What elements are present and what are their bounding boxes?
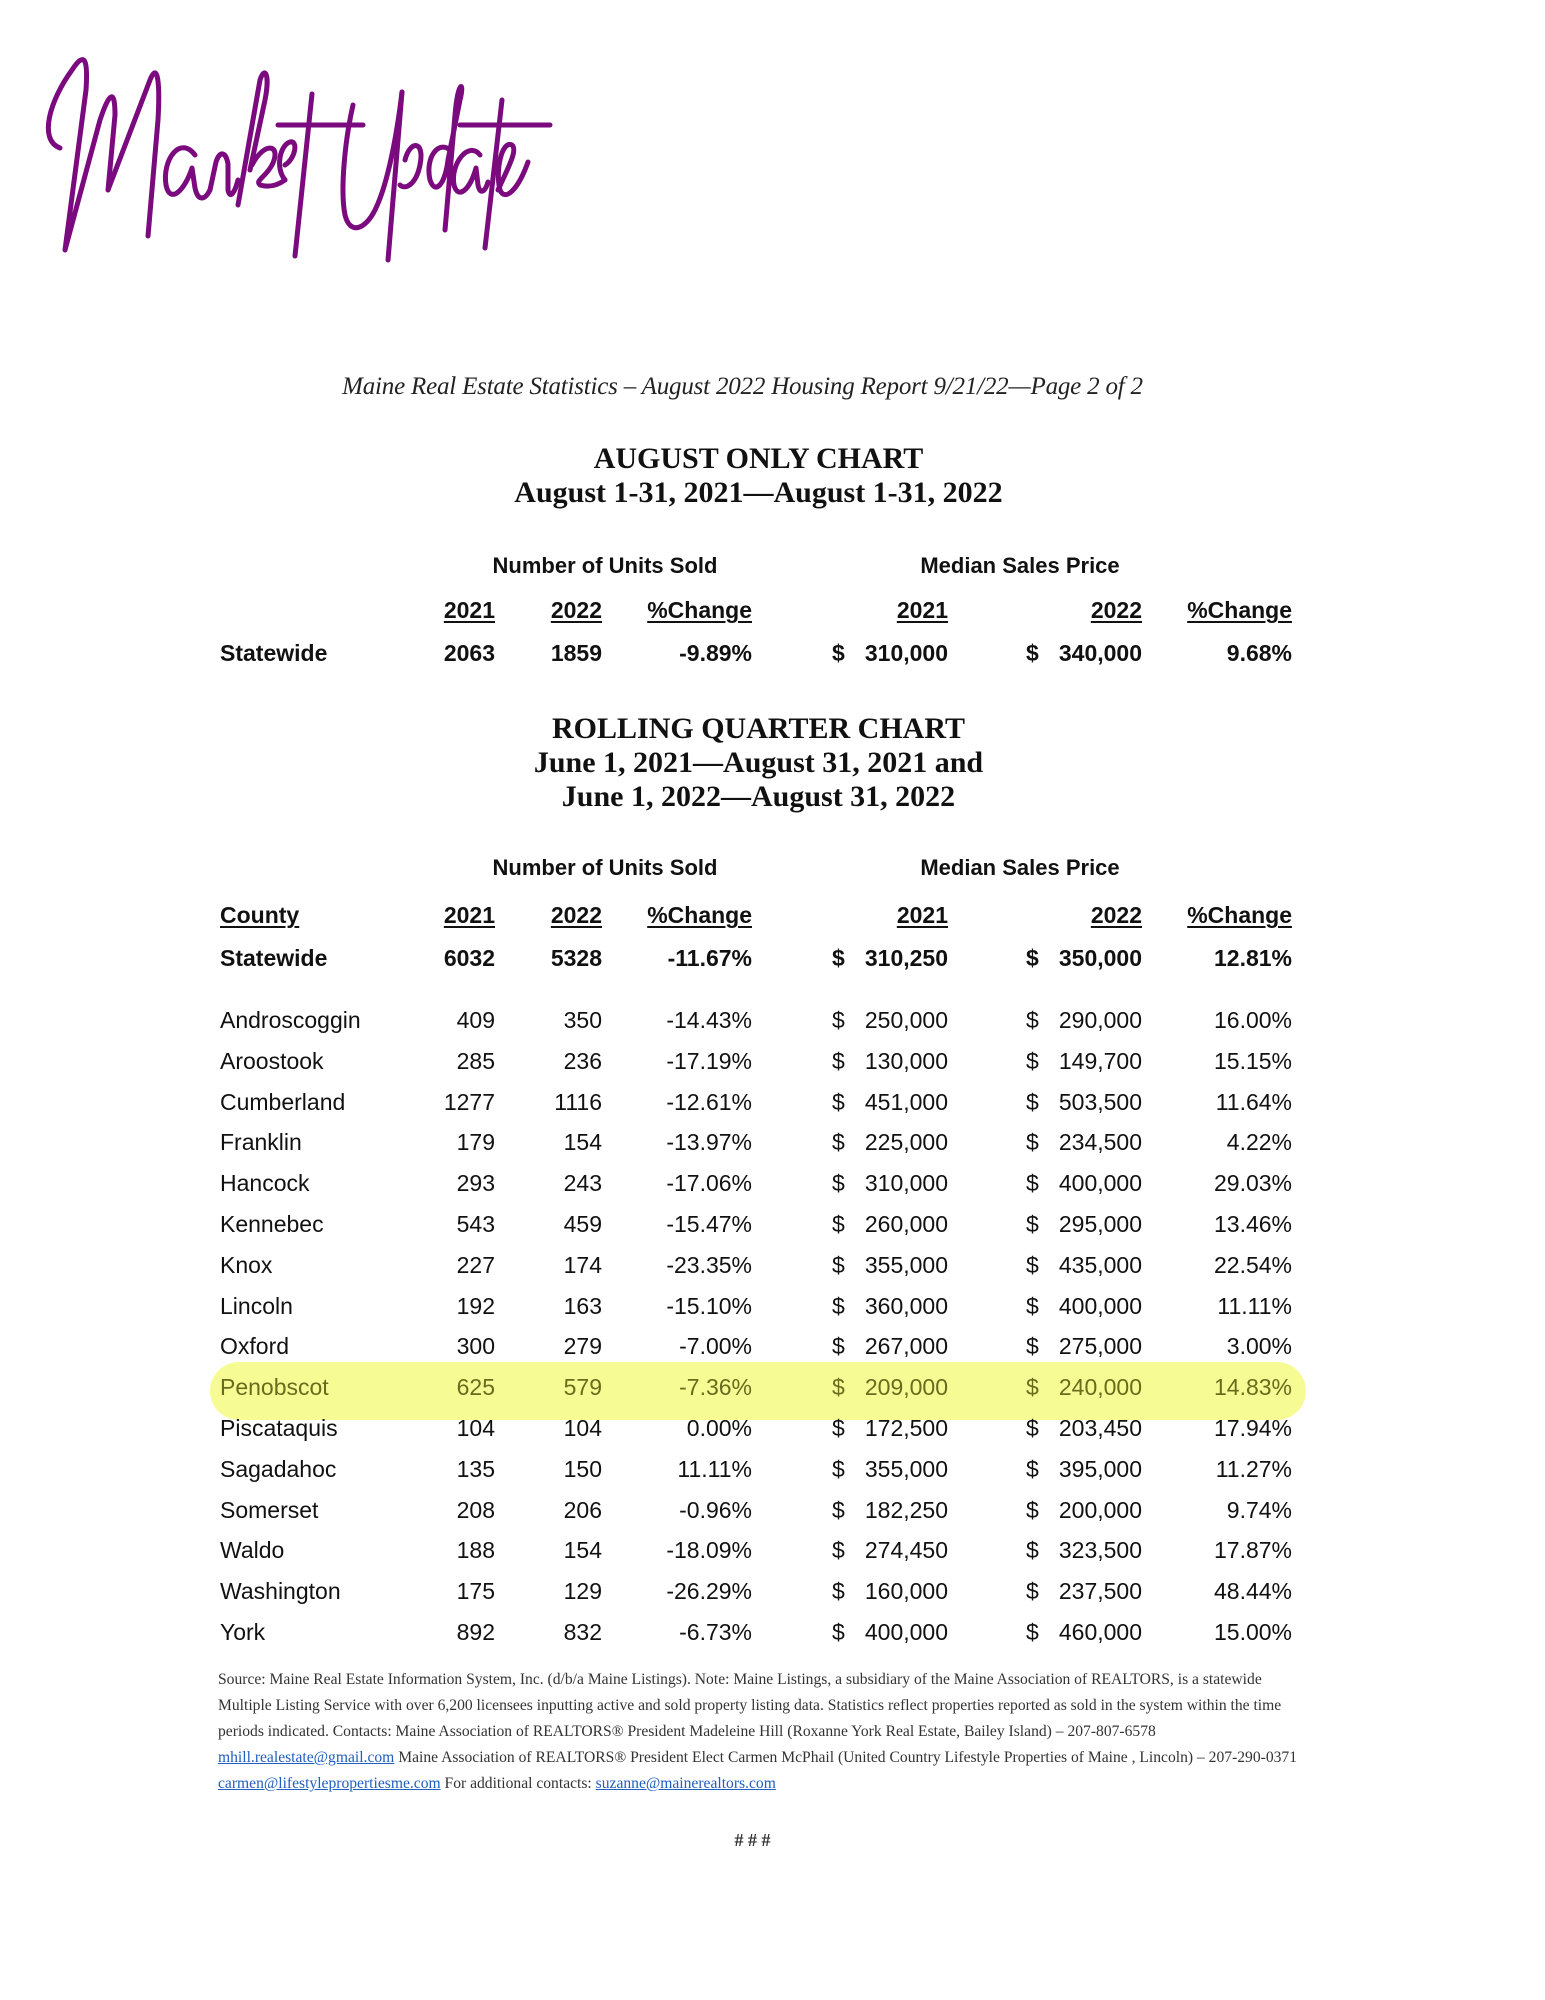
units-2021: 135 bbox=[456, 1456, 495, 1482]
units-change: 11.11% bbox=[677, 1456, 752, 1482]
units-change: -7.00% bbox=[679, 1333, 752, 1359]
county-name: Franklin bbox=[220, 1129, 302, 1155]
units-2022: 279 bbox=[563, 1333, 602, 1359]
currency-symbol: $ bbox=[832, 640, 845, 666]
august-price-group-header: Median Sales Price bbox=[920, 553, 1120, 578]
units-2022: 150 bbox=[563, 1456, 602, 1482]
currency-symbol: $ bbox=[832, 1497, 845, 1523]
price-value: 160,000 bbox=[864, 1578, 948, 1604]
units-change: -6.73% bbox=[679, 1619, 752, 1645]
rolling-col-units-change: %Change bbox=[647, 902, 752, 928]
price-2022 bbox=[1026, 1578, 1142, 1605]
rolling-units-group-header: Number of Units Sold bbox=[492, 855, 718, 880]
units-2021: 192 bbox=[456, 1293, 495, 1319]
units-change: 0.00% bbox=[686, 1415, 752, 1441]
rolling-col-price-2022: 2022 bbox=[1090, 902, 1142, 928]
price-2021 bbox=[832, 1089, 948, 1116]
county-name: Washington bbox=[220, 1578, 341, 1604]
currency-symbol: $ bbox=[1026, 1129, 1039, 1155]
price-2021 bbox=[832, 1252, 948, 1279]
price-value: 400,000 bbox=[864, 1619, 948, 1645]
currency-symbol: $ bbox=[832, 1048, 845, 1074]
currency-symbol: $ bbox=[832, 1170, 845, 1196]
units-2021: 104 bbox=[456, 1415, 495, 1441]
price-2021 bbox=[832, 1415, 948, 1442]
units-change: -7.36% bbox=[679, 1374, 752, 1400]
currency-symbol: $ bbox=[1026, 1415, 1039, 1441]
august-price-change: 9.68% bbox=[1226, 640, 1292, 666]
price-value: 395,000 bbox=[1058, 1456, 1142, 1482]
currency-symbol: $ bbox=[832, 1619, 845, 1645]
units-2021: 227 bbox=[456, 1252, 495, 1278]
units-2022: 174 bbox=[563, 1252, 602, 1278]
county-name: York bbox=[220, 1619, 266, 1645]
units-change: -13.97% bbox=[666, 1129, 752, 1155]
price-2022 bbox=[1026, 1211, 1142, 1238]
august-chart-subtitle: August 1-31, 2021—August 1-31, 2022 bbox=[514, 476, 1003, 509]
august-units-2021: 2063 bbox=[443, 640, 495, 666]
rolling-col-county: County bbox=[220, 902, 300, 928]
currency-symbol: $ bbox=[832, 1293, 845, 1319]
price-2021 bbox=[832, 1129, 948, 1156]
units-2021: 300 bbox=[456, 1333, 495, 1359]
price-value: 340,000 bbox=[1058, 640, 1142, 666]
price-2022 bbox=[1026, 1456, 1142, 1483]
price-2022 bbox=[1026, 1048, 1142, 1075]
price-value: 172,500 bbox=[864, 1415, 948, 1441]
units-change: -17.06% bbox=[666, 1170, 752, 1196]
price-value: 355,000 bbox=[864, 1456, 948, 1482]
county-name: Lincoln bbox=[220, 1293, 293, 1319]
county-name: Knox bbox=[220, 1252, 273, 1278]
currency-symbol: $ bbox=[1026, 1048, 1039, 1074]
price-2021 bbox=[832, 1497, 948, 1524]
price-change: 9.74% bbox=[1226, 1497, 1292, 1523]
currency-symbol: $ bbox=[832, 1333, 845, 1359]
rolling-price-change: 12.81% bbox=[1213, 945, 1292, 971]
units-2022: 163 bbox=[563, 1293, 602, 1319]
county-name: Cumberland bbox=[220, 1089, 346, 1115]
price-2021 bbox=[832, 1619, 948, 1646]
price-value: 274,450 bbox=[864, 1537, 948, 1563]
currency-symbol: $ bbox=[1026, 1456, 1039, 1482]
price-value: 503,500 bbox=[1058, 1089, 1142, 1115]
price-2022 bbox=[1026, 1007, 1142, 1034]
price-2021 bbox=[832, 1170, 948, 1197]
price-2022 bbox=[1026, 1415, 1142, 1442]
price-value: 295,000 bbox=[1058, 1211, 1142, 1237]
rolling-units-change: -11.67% bbox=[667, 945, 752, 971]
price-value: 310,250 bbox=[864, 945, 948, 971]
august-units-2022: 1859 bbox=[550, 640, 602, 666]
price-value: 250,000 bbox=[864, 1007, 948, 1033]
price-change: 4.22% bbox=[1226, 1129, 1292, 1155]
price-value: 225,000 bbox=[864, 1129, 948, 1155]
price-change: 3.00% bbox=[1226, 1333, 1292, 1359]
august-col-units-2022: 2022 bbox=[550, 597, 602, 623]
units-change: -23.35% bbox=[666, 1252, 752, 1278]
price-2021 bbox=[832, 1048, 948, 1075]
currency-symbol: $ bbox=[832, 1252, 845, 1278]
price-change: 17.94% bbox=[1213, 1415, 1292, 1441]
currency-symbol: $ bbox=[832, 945, 845, 971]
units-2022: 129 bbox=[563, 1578, 602, 1604]
currency-symbol: $ bbox=[1026, 1537, 1039, 1563]
price-2022 bbox=[1026, 1089, 1142, 1116]
price-2022 bbox=[1026, 1129, 1142, 1156]
price-2021 bbox=[832, 1293, 948, 1320]
august-units-group-header: Number of Units Sold bbox=[492, 553, 718, 578]
footnote-text: Source: Maine Real Estate Information System, Inc. (d/b/a Maine Listings). Note: Maine Listings, a subsidiary of the Maine Association of REALTORS, is a statewide Multiple Listing Service with over 6,200 licensees inputting active and sold property listing data. Statistics reflect properties reported as sold in the system within the time periods indicated. Contacts: Maine Association of REALTORS® President Madeleine Hill (Roxanne York Real Estate, Bailey Island) – 207-807-6578 bbox=[218, 1671, 1282, 1740]
august-chart-title: AUGUST ONLY CHART bbox=[593, 442, 924, 475]
units-2022: 1116 bbox=[554, 1089, 602, 1115]
rolling-col-units-2022: 2022 bbox=[550, 902, 602, 928]
county-name: Androscoggin bbox=[220, 1007, 361, 1033]
county-name: Kennebec bbox=[220, 1211, 324, 1237]
county-name: Penobscot bbox=[220, 1374, 329, 1400]
units-2021: 285 bbox=[456, 1048, 495, 1074]
county-name: Oxford bbox=[220, 1333, 290, 1359]
price-value: 310,000 bbox=[864, 1170, 948, 1196]
price-value: 323,500 bbox=[1058, 1537, 1142, 1563]
price-change: 13.46% bbox=[1213, 1211, 1292, 1237]
price-value: 200,000 bbox=[1058, 1497, 1142, 1523]
units-2022: 104 bbox=[563, 1415, 602, 1441]
county-name: Somerset bbox=[220, 1497, 319, 1523]
price-value: 260,000 bbox=[864, 1211, 948, 1237]
price-2021 bbox=[832, 1374, 948, 1401]
market-update-title bbox=[40, 40, 800, 280]
august-statewide-label: Statewide bbox=[220, 640, 328, 666]
price-value: 435,000 bbox=[1058, 1252, 1142, 1278]
units-change: -26.29% bbox=[666, 1578, 752, 1604]
county-name: Piscataquis bbox=[220, 1415, 338, 1441]
currency-symbol: $ bbox=[1026, 1170, 1039, 1196]
price-2021 bbox=[832, 1456, 948, 1483]
price-change: 14.83% bbox=[1213, 1374, 1292, 1400]
price-2021 bbox=[832, 1007, 948, 1034]
currency-symbol: $ bbox=[832, 1456, 845, 1482]
rolling-chart-subtitle-1: June 1, 2021—August 31, 2021 and bbox=[533, 746, 984, 779]
price-value: 460,000 bbox=[1058, 1619, 1142, 1645]
price-2022 bbox=[1026, 1333, 1142, 1360]
price-value: 237,500 bbox=[1058, 1578, 1142, 1604]
units-change: -17.19% bbox=[666, 1048, 752, 1074]
currency-symbol: $ bbox=[1026, 1578, 1039, 1604]
price-change: 48.44% bbox=[1213, 1578, 1292, 1604]
august-price-2022 bbox=[1026, 640, 1142, 667]
currency-symbol: $ bbox=[832, 1007, 845, 1033]
currency-symbol: $ bbox=[1026, 1293, 1039, 1319]
price-change: 11.64% bbox=[1215, 1089, 1292, 1115]
rolling-col-price-2021: 2021 bbox=[896, 902, 948, 928]
units-2021: 293 bbox=[456, 1170, 495, 1196]
price-2021 bbox=[832, 1333, 948, 1360]
price-value: 310,000 bbox=[864, 640, 948, 666]
price-value: 451,000 bbox=[864, 1089, 948, 1115]
august-col-price-2021: 2021 bbox=[896, 597, 948, 623]
units-change: -15.10% bbox=[666, 1293, 752, 1319]
august-col-price-change: %Change bbox=[1187, 597, 1292, 623]
rolling-col-price-change: %Change bbox=[1187, 902, 1292, 928]
price-value: 290,000 bbox=[1058, 1007, 1142, 1033]
price-change: 29.03% bbox=[1213, 1170, 1292, 1196]
units-2022: 579 bbox=[563, 1374, 602, 1400]
units-2022: 236 bbox=[563, 1048, 602, 1074]
source-footnote bbox=[218, 1667, 1318, 1797]
price-change: 22.54% bbox=[1213, 1252, 1292, 1278]
county-name: Waldo bbox=[220, 1537, 285, 1563]
august-units-change: -9.89% bbox=[679, 640, 752, 666]
price-value: 234,500 bbox=[1058, 1129, 1142, 1155]
units-2021: 188 bbox=[456, 1537, 495, 1563]
units-change: -18.09% bbox=[666, 1537, 752, 1563]
price-2021 bbox=[832, 1211, 948, 1238]
price-2021 bbox=[832, 1537, 948, 1564]
county-name: Aroostook bbox=[220, 1048, 324, 1074]
august-price-2021 bbox=[832, 640, 948, 667]
email-link-suzanne[interactable]: suzanne@mainerealtors.com bbox=[595, 1775, 776, 1792]
currency-symbol: $ bbox=[1026, 640, 1039, 666]
currency-symbol: $ bbox=[1026, 1252, 1039, 1278]
currency-symbol: $ bbox=[832, 1211, 845, 1237]
units-change: -12.61% bbox=[666, 1089, 752, 1115]
price-change: 15.15% bbox=[1213, 1048, 1292, 1074]
august-col-units-change: %Change bbox=[647, 597, 752, 623]
price-value: 209,000 bbox=[864, 1374, 948, 1400]
rolling-price-2021 bbox=[832, 945, 948, 972]
price-change: 11.11% bbox=[1217, 1293, 1292, 1319]
price-2022 bbox=[1026, 1619, 1142, 1646]
county-name: Sagadahoc bbox=[220, 1456, 337, 1482]
price-value: 275,000 bbox=[1058, 1333, 1142, 1359]
price-change: 16.00% bbox=[1213, 1007, 1292, 1033]
price-value: 360,000 bbox=[864, 1293, 948, 1319]
units-2021: 1277 bbox=[443, 1089, 495, 1115]
email-link-carmen[interactable]: carmen@lifestylepropertiesme.com bbox=[218, 1775, 441, 1792]
price-value: 400,000 bbox=[1058, 1170, 1142, 1196]
august-col-units-2021: 2021 bbox=[443, 597, 495, 623]
currency-symbol: $ bbox=[832, 1537, 845, 1563]
rolling-col-units-2021: 2021 bbox=[443, 902, 495, 928]
units-change: -15.47% bbox=[666, 1211, 752, 1237]
units-2022: 243 bbox=[563, 1170, 602, 1196]
units-2022: 206 bbox=[563, 1497, 602, 1523]
price-value: 350,000 bbox=[1058, 945, 1142, 971]
price-2022 bbox=[1026, 1537, 1142, 1564]
footnote-text: Maine Association of REALTORS® President Elect Carmen McPhail (United Country Lifestyle Properties of Maine , Lincoln) – 207-290-0371 bbox=[394, 1749, 1298, 1766]
end-marker: # # # bbox=[734, 1830, 771, 1850]
rolling-chart-title: ROLLING QUARTER CHART bbox=[552, 712, 965, 745]
price-change: 11.27% bbox=[1215, 1456, 1292, 1482]
price-value: 240,000 bbox=[1058, 1374, 1142, 1400]
price-value: 149,700 bbox=[1058, 1048, 1142, 1074]
units-2021: 179 bbox=[456, 1129, 495, 1155]
currency-symbol: $ bbox=[1026, 1211, 1039, 1237]
price-2021 bbox=[832, 1578, 948, 1605]
currency-symbol: $ bbox=[832, 1415, 845, 1441]
county-name: Hancock bbox=[220, 1170, 310, 1196]
currency-symbol: $ bbox=[1026, 1374, 1039, 1400]
report-header: Maine Real Estate Statistics – August 2022 Housing Report 9/21/22—Page 2 of 2 bbox=[342, 373, 1143, 400]
currency-symbol: $ bbox=[1026, 945, 1039, 971]
price-2022 bbox=[1026, 1252, 1142, 1279]
email-link-mhill[interactable]: mhill.realestate@gmail.com bbox=[218, 1749, 395, 1766]
units-2021: 892 bbox=[456, 1619, 495, 1645]
units-2021: 543 bbox=[456, 1211, 495, 1237]
price-change: 17.87% bbox=[1213, 1537, 1292, 1563]
price-2022 bbox=[1026, 1170, 1142, 1197]
rolling-chart-subtitle-2: June 1, 2022—August 31, 2022 bbox=[561, 780, 956, 813]
rolling-price-2022 bbox=[1026, 945, 1142, 972]
currency-symbol: $ bbox=[832, 1089, 845, 1115]
price-value: 130,000 bbox=[864, 1048, 948, 1074]
price-value: 203,450 bbox=[1058, 1415, 1142, 1441]
price-value: 400,000 bbox=[1058, 1293, 1142, 1319]
currency-symbol: $ bbox=[1026, 1333, 1039, 1359]
price-2022 bbox=[1026, 1374, 1142, 1401]
units-2022: 459 bbox=[563, 1211, 602, 1237]
units-2022: 350 bbox=[563, 1007, 602, 1033]
currency-symbol: $ bbox=[1026, 1497, 1039, 1523]
units-2022: 154 bbox=[563, 1129, 602, 1155]
currency-symbol: $ bbox=[1026, 1007, 1039, 1033]
footnote-text: For additional contacts: bbox=[440, 1775, 596, 1792]
august-col-price-2022: 2022 bbox=[1090, 597, 1142, 623]
price-change: 15.00% bbox=[1213, 1619, 1292, 1645]
currency-symbol: $ bbox=[832, 1374, 845, 1400]
rolling-statewide-label: Statewide bbox=[220, 945, 328, 971]
rolling-units-2021: 6032 bbox=[443, 945, 495, 971]
units-2021: 208 bbox=[456, 1497, 495, 1523]
currency-symbol: $ bbox=[832, 1129, 845, 1155]
units-2021: 175 bbox=[456, 1578, 495, 1604]
currency-symbol: $ bbox=[1026, 1619, 1039, 1645]
units-2021: 625 bbox=[456, 1374, 495, 1400]
price-2022 bbox=[1026, 1293, 1142, 1320]
price-value: 182,250 bbox=[864, 1497, 948, 1523]
price-value: 355,000 bbox=[864, 1252, 948, 1278]
currency-symbol: $ bbox=[1026, 1089, 1039, 1115]
units-2022: 832 bbox=[563, 1619, 602, 1645]
units-2022: 154 bbox=[563, 1537, 602, 1563]
currency-symbol: $ bbox=[832, 1578, 845, 1604]
rolling-price-group-header: Median Sales Price bbox=[920, 855, 1120, 880]
price-2022 bbox=[1026, 1497, 1142, 1524]
units-change: -0.96% bbox=[679, 1497, 752, 1523]
rolling-units-2022: 5328 bbox=[550, 945, 602, 971]
units-2021: 409 bbox=[456, 1007, 495, 1033]
price-value: 267,000 bbox=[864, 1333, 948, 1359]
units-change: -14.43% bbox=[666, 1007, 752, 1033]
